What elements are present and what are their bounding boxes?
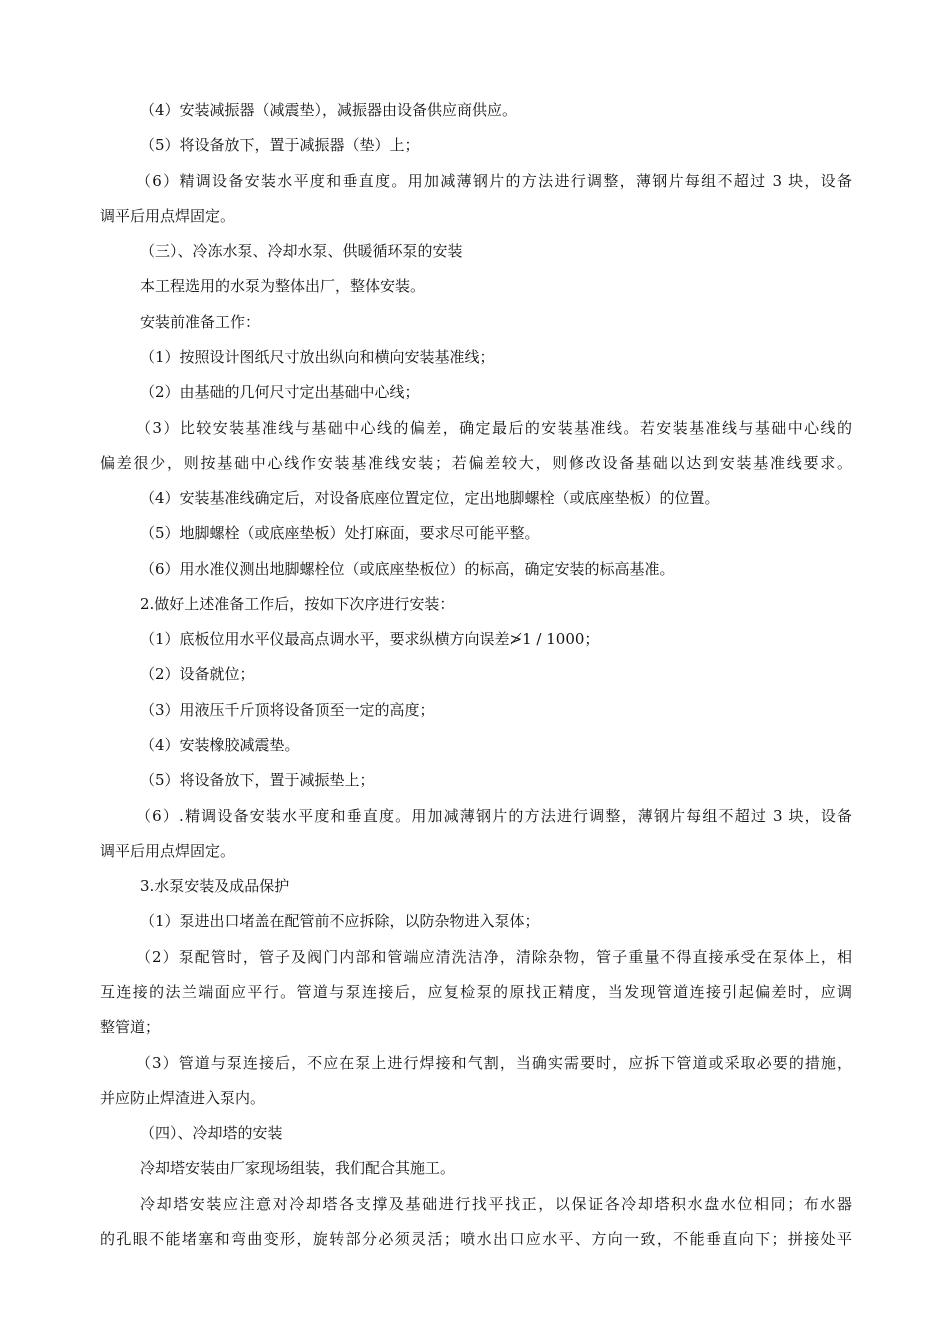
text-line: （1）泵进出口堵盖在配管前不应拆除，以防杂物进入泵体； [140,912,540,930]
text-line: 偏差很少，则按基础中心线作安装基准线安装；若偏差较大，则修改设备基础以达到安装基准线要求。 [100,454,852,472]
text-line: 互连接的法兰端面应平行。管道与泵连接后，应复检泵的原找正精度，当发现管道连接引起偏差时，应调 [100,983,852,1001]
text-line: 2.做好上述准备工作后，按如下次序进行安装： [140,595,455,613]
text-line: （2）泵配管时，管子及阀门内部和管端应清洗洁净，清除杂物，管子重量不得直接承受在泵体上，相 [136,948,852,966]
text-line: （1）底板位用水平仪最高点调水平，要求纵横方向误差≯1 / 1000； [140,630,600,648]
text-line: （4）安装减振器（减震垫），减振器由设备供应商供应。 [140,101,518,119]
text-line: （4）安装橡胶减震垫。 [140,736,300,754]
text-line: 安装前准备工作： [140,313,261,331]
text-line: 的孔眼不能堵塞和弯曲变形，旋转部分必须灵活；喷水出口应水平、方向一致，不能垂直向下；拼接处平 [100,1230,852,1248]
text-line: 并应防止焊渣进入泵内。 [100,1089,266,1107]
text-line: 调平后用点焊固定。 [100,207,236,225]
text-line: （2）设备就位； [140,665,255,683]
text-line: （3）管道与泵连接后，不应在泵上进行焊接和气割，当确实需要时，应拆下管道或采取必要的措施， [136,1054,852,1072]
text-line: （6）.精调设备安装水平度和垂直度。用加减薄钢片的方法进行调整，薄钢片每组不超过 3 块，设备 [136,807,852,825]
section-heading: （三）、冷冻水泵、冷却水泵、供暖循环泵的安装 [140,242,463,260]
text-line: （3）用液压千斤顶将设备顶至一定的高度； [140,701,435,719]
text-line: （6）用水准仪测出地脚螺栓位（或底座垫板位）的标高，确定安装的标高基准。 [140,560,675,578]
text-line: （5）将设备放下，置于减振垫上； [140,771,375,789]
text-line: （4）安装基准线确定后，对设备底座位置定位，定出地脚螺栓（或底座垫板）的位置。 [140,489,720,507]
text-line: （5）将设备放下，置于减振器（垫）上； [140,136,420,154]
text-line: （1）按照设计图纸尺寸放出纵向和横向安装基准线； [140,348,495,366]
text-line: （3）比较安装基准线与基础中心线的偏差，确定最后的安装基准线。若安装基准线与基础中心线的 [136,419,852,437]
text-line: 调平后用点焊固定。 [100,842,236,860]
section-heading: （四）、冷却塔的安装 [140,1124,283,1142]
text-line: （2）由基础的几何尺寸定出基础中心线； [140,383,420,401]
text-line: （6）精调设备安装水平度和垂直度。用加减薄钢片的方法进行调整，薄钢片每组不超过 3 块，设备 [136,172,852,190]
text-line: 冷却塔安装由厂家现场组装，我们配合其施工。 [140,1159,456,1177]
section-heading: 3.水泵安装及成品保护 [140,877,290,895]
text-line: 冷却塔安装应注意对冷却塔各支撑及基础进行找平找正，以保证各冷却塔积水盘水位相同；布水器 [140,1195,852,1213]
text-line: 整管道； [100,1018,161,1036]
text-line: （5）地脚螺栓（或底座垫板）处打麻面，要求尽可能平整。 [140,524,540,542]
text-line: 本工程选用的水泵为整体出厂，整体安装。 [140,277,426,295]
